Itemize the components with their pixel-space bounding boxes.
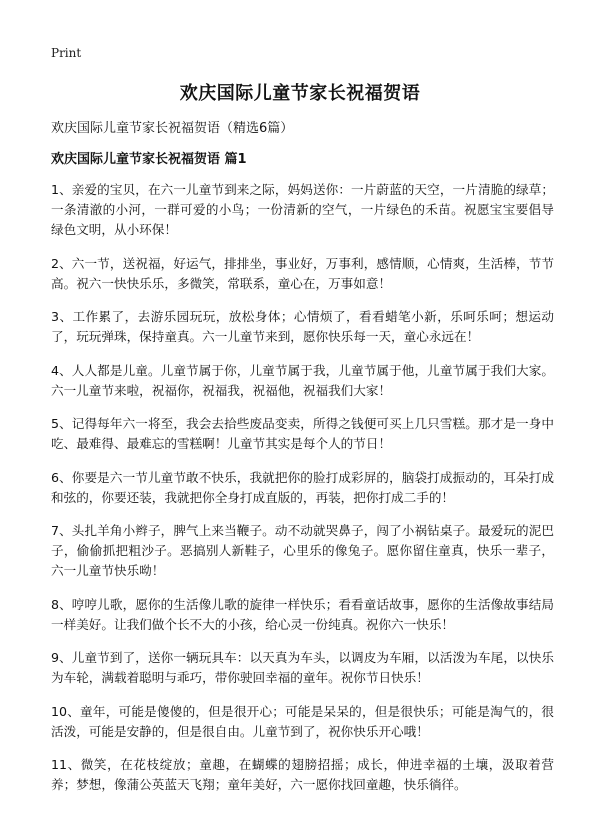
paragraph: 8、哼哼儿歌，愿你的生活像儿歌的旋律一样快乐；看看童话故事，愿你的生活像故事结局一样美好。让我们做个长不大的小孩，给心灵一份纯真。祝你六一快乐！ [51,596,554,632]
paragraph: 4、人人都是儿童。儿童节属于你，儿童节属于我，儿童节属于他，儿童节属于我们大家。六一儿童节来啦，祝福你，祝福我，祝福他，祝福我们大家！ [51,362,554,398]
paragraph: 5、记得每年六一将至，我会去拾些废品变卖，所得之钱便可买上几只雪糕。那才是一身中吃、最难得、最难忘的雪糕啊！儿童节其实是每个人的节日！ [51,416,554,451]
paragraph: 2、六一节，送祝福，好运气，排排坐，事业好，万事利，感情顺，心情爽，生活棒，节节高。祝六一快快乐乐，多微笑，常联系，童心在，万事如意！ [51,255,554,291]
paragraph: 11、微笑，在花枝绽放；童趣，在蝴蝶的翅膀招摇；成长，伸进幸福的土壤，汲取着营养；梦想，像蒲公英蓝天飞翔；童年美好，六一愿你找回童趣，快乐徜徉。 [51,757,554,792]
paragraph: 9、儿童节到了，送你一辆玩具车：以天真为车头，以调皮为车厢，以活泼为车尾，以快乐为车轮，满载着聪明与乖巧，带你驶回幸福的童年。祝你节日快乐！ [51,650,554,685]
paragraph: 10、童年，可能是傻傻的，但是很开心；可能是呆呆的，但是很快乐；可能是淘气的，很活泼，可能是安静的，但是很自由。儿童节到了，祝你快乐开心哦！ [51,703,554,739]
paragraph: 3、工作累了，去游乐园玩玩，放松身体；心情烦了，看看蜡笔小新，乐呵乐呵；想运动了，玩玩弹珠，保持童真。六一儿童节来到，愿你快乐每一天，童心永远在！ [51,309,554,344]
print-link[interactable]: Print [51,46,82,60]
paragraph: 7、头扎羊角小辫子，脾气上来当鞭子。动不动就哭鼻子，闯了小祸钻桌子。最爱玩的泥巴子，偷偷抓把粗沙子。恶搞别人新鞋子，心里乐的像兔子。愿你留住童真，快乐一辈子，六一儿童节快乐呦！ [51,523,554,578]
page-title: 欢庆国际儿童节家长祝福贺语 [179,83,421,104]
section-heading: 欢庆国际儿童节家长祝福贺语 篇1 [51,152,247,167]
article-body [51,119,554,809]
paragraph: 1、亲爱的宝贝，在六一儿童节到来之际，妈妈送你：一片蔚蓝的天空，一片清脆的绿草；一条清澈的小河，一群可爱的小鸟；一份清新的空气，一片绿色的禾苗。祝愿宝宝要倡导绿色文明，从小环保！ [51,182,554,237]
paragraph: 6、你要是六一节儿童节敢不快乐，我就把你的脸打成彩屏的，脑袋打成振动的，耳朵打成和弦的，你要还装，我就把你全身打成直版的，再装，把你打成二手的！ [51,469,554,505]
article-subtitle: 欢庆国际儿童节家长祝福贺语（精选6篇） [51,121,294,136]
